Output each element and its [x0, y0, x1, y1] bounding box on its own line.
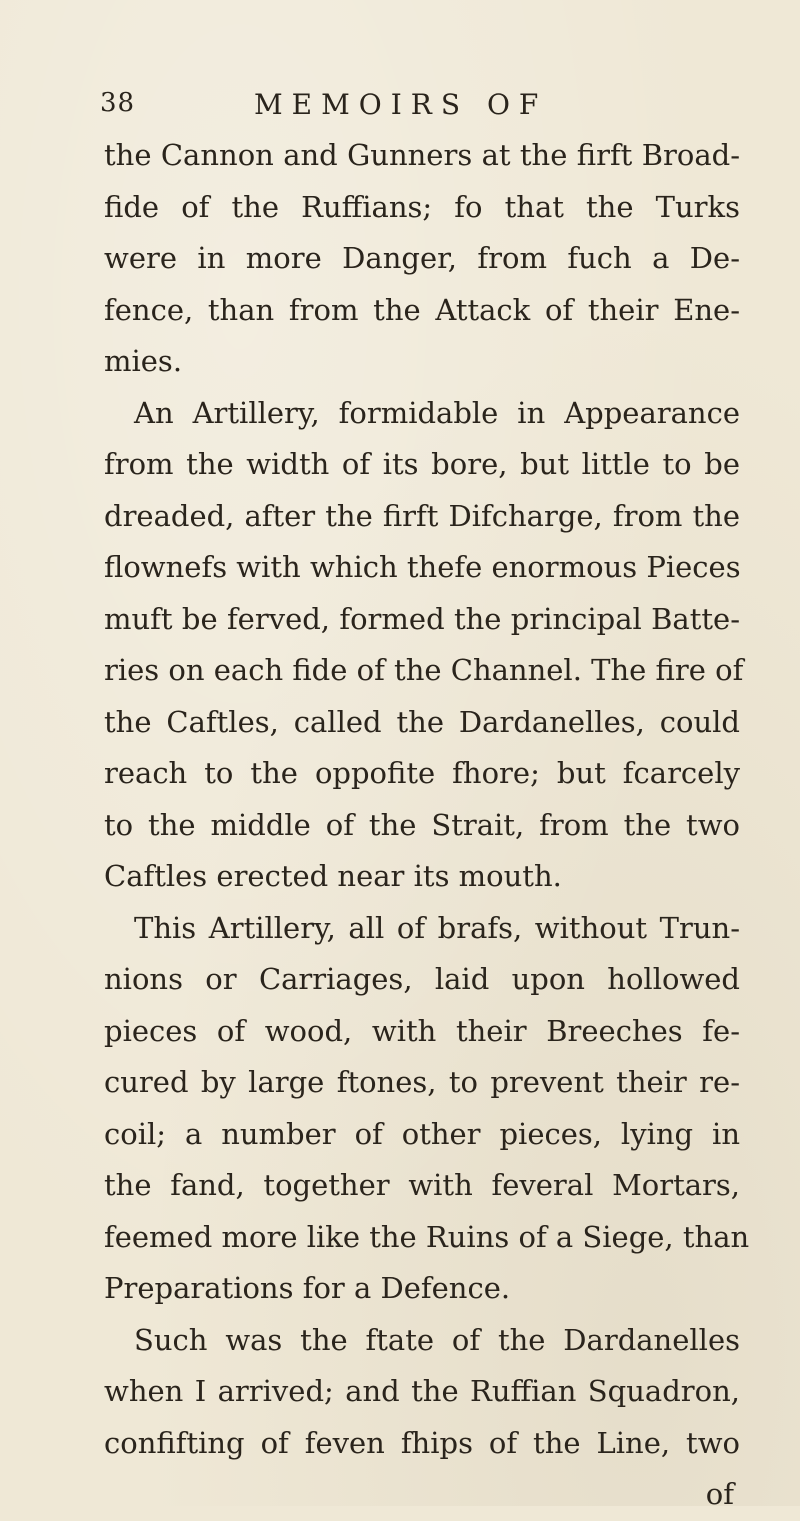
catchword: of — [705, 1477, 734, 1511]
text-line: confifting of feven fhips of the Line, two — [104, 1425, 740, 1460]
text-line: to the middle of the Strait, from the two — [104, 807, 740, 842]
text-line: fide of the Ruffians; fo that the Turks — [104, 189, 740, 224]
text-line: ries on each fide of the Channel. The fire of — [104, 653, 744, 687]
text-line: when I arrived; and the Ruffian Squadron, — [104, 1374, 740, 1408]
text-line: This Artillery, all of brafs, without Trun- — [134, 910, 740, 945]
text-line: reach to the oppofite fhore; but fcarcely — [104, 756, 740, 790]
text-line: pieces of wood, with their Breeches fe- — [104, 1013, 740, 1048]
body-text — [104, 130, 750, 1521]
text-line: coil; a number of other pieces, lying in — [104, 1116, 740, 1151]
text-line: dreaded, after the firft Difcharge, from the — [104, 498, 740, 533]
running-head — [100, 88, 740, 128]
text-line: feemed more like the Ruins of a Siege, than — [104, 1219, 750, 1254]
text-line: from the width of its bore, but little to be — [104, 447, 740, 481]
text-line: fence, than from the Attack of their Ene- — [104, 292, 740, 327]
text-line: Caftles erected near its mouth. — [104, 859, 562, 893]
text-line: the Caftles, called the Dardanelles, could — [104, 704, 740, 739]
running-title: MEMOIRS OF — [254, 88, 548, 121]
text-line: muft be ferved, formed the principal Batte- — [104, 601, 740, 636]
page-number: 38 — [100, 88, 136, 118]
text-line: flownefs with which thefe enormous Pieces — [104, 550, 741, 584]
text-line: mies. — [104, 344, 183, 378]
text-line: cured by large ftones, to prevent their re- — [104, 1065, 740, 1099]
text-line: the fand, together with feveral Mortars, — [104, 1168, 740, 1202]
text-line: the Cannon and Gunners at the firft Broad- — [104, 138, 740, 172]
text-line: Preparations for a Defence. — [104, 1271, 511, 1305]
text-line: were in more Danger, from fuch a De- — [104, 241, 740, 275]
text-line: nions or Carriages, laid upon hollowed — [104, 962, 740, 996]
text-line: An Artillery, formidable in Appearance — [134, 395, 740, 430]
text-line: Such was the ftate of the Dardanelles — [134, 1322, 740, 1357]
